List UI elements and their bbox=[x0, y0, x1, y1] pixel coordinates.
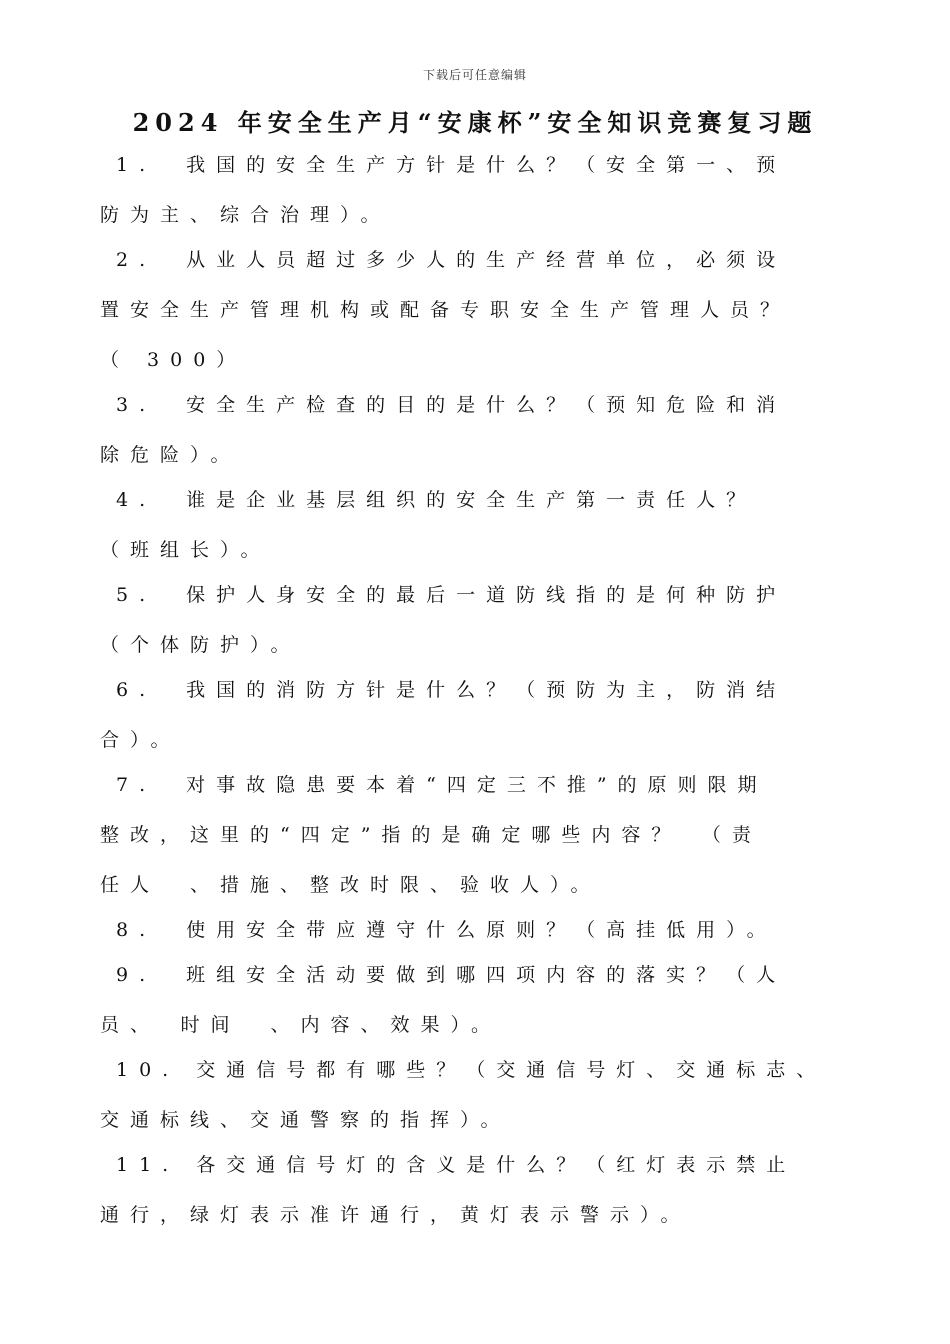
question-line: 除危险）。 bbox=[100, 444, 241, 466]
question-line: 交通标线、交通警察的指挥）。 bbox=[100, 1109, 511, 1131]
question-line: 防为主、综合治理）。 bbox=[100, 204, 391, 226]
question-3 bbox=[100, 380, 870, 480]
question-line: （个体防护）。 bbox=[100, 634, 301, 656]
question-2 bbox=[100, 235, 870, 385]
question-line: 员、 时间 、内容、效果）。 bbox=[100, 1014, 502, 1036]
question-line: 8. 使用安全带应遵守什么原则？（高挂低用）。 bbox=[116, 919, 777, 941]
question-9 bbox=[100, 950, 870, 1050]
question-8 bbox=[100, 905, 870, 955]
question-11 bbox=[100, 1140, 870, 1240]
question-5 bbox=[100, 570, 870, 670]
document-title: 2024 年安全生产月“安康杯”安全知识竞赛复习题 bbox=[132, 108, 818, 137]
question-line: 7. 对事故隐患要本着“四定三不推”的原则限期 bbox=[116, 774, 768, 796]
question-line: 9. 班组安全活动要做到哪四项内容的落实？（人 bbox=[116, 964, 787, 986]
question-line: 10. 交通信号都有哪些？（交通信号灯、交通标志、 bbox=[116, 1059, 827, 1081]
question-7 bbox=[100, 760, 870, 910]
question-line: 整改，这里的“四定”指的是确定哪些内容？ （责 bbox=[100, 824, 762, 846]
question-4 bbox=[100, 475, 870, 575]
question-line: 任人 、措施、整改时限、验收人）。 bbox=[100, 874, 601, 896]
question-line: 置安全生产管理机构或配备专职安全生产管理人员？ bbox=[100, 299, 791, 321]
question-line: 1. 我国的安全生产方针是什么？（安全第一、预 bbox=[116, 154, 787, 176]
question-line: 11. 各交通信号灯的含义是什么？（红灯表示禁止 bbox=[116, 1154, 797, 1176]
question-line: 2. 从业人员超过多少人的生产经营单位，必须设 bbox=[116, 249, 787, 271]
question-line: 合）。 bbox=[100, 729, 181, 751]
question-line: 6. 我国的消防方针是什么？（预防为主，防消结 bbox=[116, 679, 787, 701]
question-line: （班组长）。 bbox=[100, 539, 271, 561]
question-line: （ 300） bbox=[100, 349, 247, 371]
question-line: 4. 谁是企业基层组织的安全生产第一责任人？ bbox=[116, 489, 757, 511]
header-note: 下载后可任意编辑 bbox=[422, 68, 527, 82]
question-10 bbox=[100, 1045, 870, 1145]
question-line: 5. 保护人身安全的最后一道防线指的是何种防护 bbox=[116, 584, 787, 606]
question-1 bbox=[100, 140, 870, 240]
question-line: 通行，绿灯表示准许通行，黄灯表示警示）。 bbox=[100, 1204, 691, 1226]
question-6 bbox=[100, 665, 870, 765]
question-line: 3. 安全生产检查的目的是什么？（预知危险和消 bbox=[116, 394, 787, 416]
